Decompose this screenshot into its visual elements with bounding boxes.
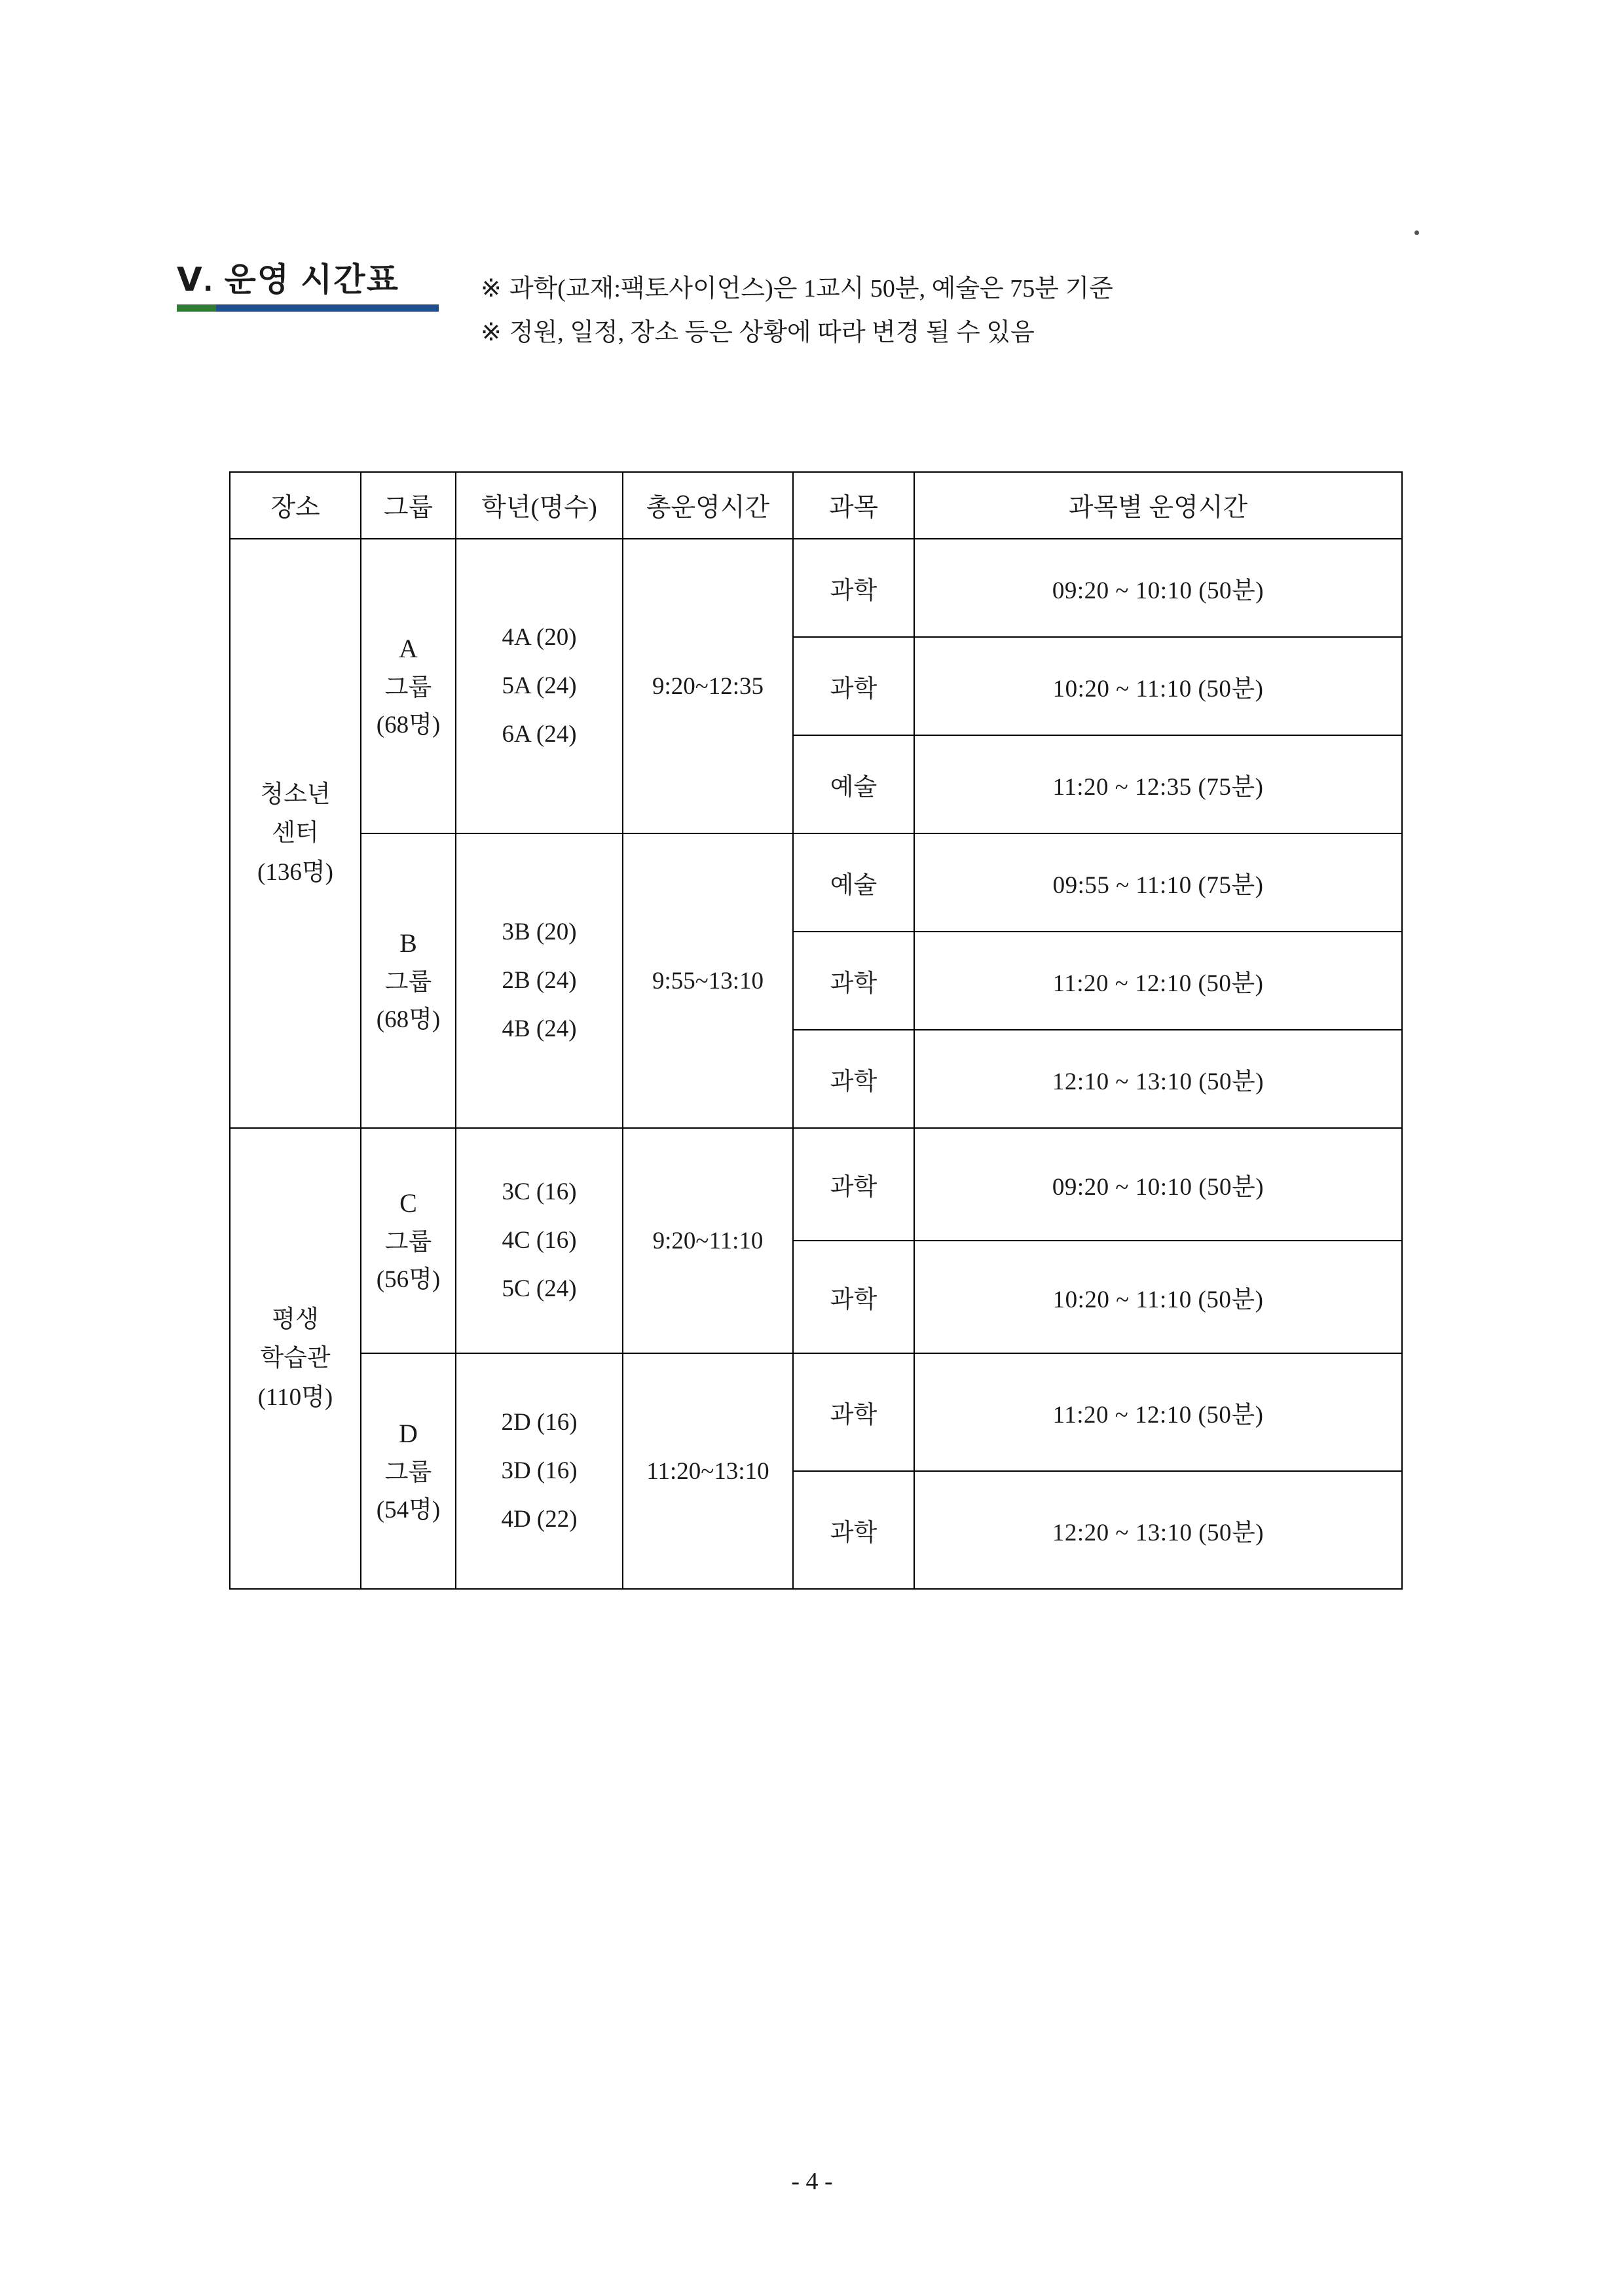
subject-cell: 과학 <box>793 1128 914 1241</box>
total-time-cell-b: 9:55~13:10 <box>623 833 793 1128</box>
group-letter: D <box>399 1418 418 1448</box>
session-time-cell: 12:10 ~ 13:10 (50분) <box>914 1030 1402 1128</box>
session-time-cell: 11:20 ~ 12:35 (75분) <box>914 735 1402 833</box>
table-header-row <box>230 472 1402 539</box>
note-item <box>481 267 1113 311</box>
subject-cell: 과학 <box>793 539 914 637</box>
group-label: 그룹 <box>384 1459 432 1486</box>
document-header <box>177 262 1486 354</box>
grade-line: 4A (20) <box>502 624 577 651</box>
title-underline <box>177 304 439 312</box>
column-header-grade: 학년(명수) <box>456 472 623 539</box>
grade-line: 4C (16) <box>502 1227 577 1254</box>
grade-line: 5C (24) <box>502 1275 577 1302</box>
page-number: - 4 - <box>791 2168 833 2195</box>
subject-cell: 과학 <box>793 1353 914 1471</box>
grade-line: 6A (24) <box>502 721 577 748</box>
grade-cell-d <box>456 1353 623 1589</box>
note-text: 과학(교재:팩토사이언스)은 1교시 50분, 예술은 75분 기준 <box>509 275 1113 302</box>
session-time-cell: 10:20 ~ 11:10 (50분) <box>914 637 1402 735</box>
column-header-group: 그룹 <box>361 472 456 539</box>
grade-line: 4D (22) <box>501 1506 578 1533</box>
table-row <box>230 1353 1402 1471</box>
total-time-cell-c: 9:20~11:10 <box>623 1128 793 1353</box>
place-cell-lifelong-learning-center <box>230 1128 361 1589</box>
group-letter: B <box>399 928 417 958</box>
group-count: (54명) <box>376 1497 441 1523</box>
group-cell-d <box>361 1353 456 1589</box>
subject-cell: 예술 <box>793 833 914 932</box>
schedule-table <box>229 471 1403 1590</box>
section-title-block <box>177 262 452 312</box>
grade-line: 2B (24) <box>502 967 577 994</box>
group-cell-c <box>361 1128 456 1353</box>
note-item <box>481 311 1113 355</box>
group-letter: C <box>399 1188 417 1218</box>
place-line: (110명) <box>257 1383 333 1411</box>
note-text: 정원, 일정, 장소 등은 상황에 따라 변경 될 수 있음 <box>509 318 1035 346</box>
schedule-table-wrapper <box>229 471 1401 1590</box>
subject-cell: 예술 <box>793 735 914 833</box>
group-letter: A <box>399 633 418 663</box>
column-header-total-time: 총운영시간 <box>623 472 793 539</box>
note-mark-icon: ※ <box>481 275 502 302</box>
group-label: 그룹 <box>384 674 432 701</box>
grade-line: 2D (16) <box>501 1409 578 1436</box>
group-label: 그룹 <box>384 968 432 996</box>
session-time-cell: 12:20 ~ 13:10 (50분) <box>914 1471 1402 1589</box>
subject-cell: 과학 <box>793 1030 914 1128</box>
notes-block <box>481 262 1113 354</box>
subject-cell: 과학 <box>793 637 914 735</box>
grade-line: 5A (24) <box>502 672 577 699</box>
session-time-cell: 09:20 ~ 10:10 (50분) <box>914 1128 1402 1241</box>
subject-cell: 과학 <box>793 932 914 1030</box>
session-time-cell: 09:55 ~ 11:10 (75분) <box>914 833 1402 932</box>
group-cell-b <box>361 833 456 1128</box>
place-cell-youth-center <box>230 539 361 1128</box>
session-time-cell: 10:20 ~ 11:10 (50분) <box>914 1241 1402 1353</box>
table-row <box>230 833 1402 932</box>
session-time-cell: 11:20 ~ 12:10 (50분) <box>914 1353 1402 1471</box>
place-line: 학습관 <box>260 1345 331 1372</box>
table-row <box>230 539 1402 637</box>
table-row <box>230 1128 1402 1241</box>
total-time-cell-a: 9:20~12:35 <box>623 539 793 833</box>
grade-cell-c <box>456 1128 623 1353</box>
group-cell-a <box>361 539 456 833</box>
place-line: 센터 <box>272 820 319 847</box>
column-header-place: 장소 <box>230 472 361 539</box>
place-line: 평생 <box>272 1306 319 1334</box>
session-time-cell: 09:20 ~ 10:10 (50분) <box>914 539 1402 637</box>
subject-cell: 과학 <box>793 1471 914 1589</box>
column-header-subject: 과목 <box>793 472 914 539</box>
grade-line: 3D (16) <box>501 1457 578 1484</box>
column-header-session-time: 과목별 운영시간 <box>914 472 1402 539</box>
group-count: (56명) <box>376 1266 441 1293</box>
place-line: (136명) <box>257 858 333 886</box>
place-line: 청소년 <box>260 781 331 809</box>
grade-line: 4B (24) <box>502 1015 577 1042</box>
total-time-cell-d: 11:20~13:10 <box>623 1353 793 1589</box>
group-count: (68명) <box>376 1006 441 1033</box>
group-label: 그룹 <box>384 1228 432 1256</box>
page-title: Ⅴ. 운영 시간표 <box>177 261 399 298</box>
grade-cell-a <box>456 539 623 833</box>
note-mark-icon: ※ <box>481 318 502 346</box>
session-time-cell: 11:20 ~ 12:10 (50분) <box>914 932 1402 1030</box>
grade-line: 3B (20) <box>502 919 577 945</box>
stray-mark <box>1414 230 1419 235</box>
subject-cell: 과학 <box>793 1241 914 1353</box>
group-count: (68명) <box>376 712 441 738</box>
grade-cell-b <box>456 833 623 1128</box>
grade-line: 3C (16) <box>502 1178 577 1205</box>
